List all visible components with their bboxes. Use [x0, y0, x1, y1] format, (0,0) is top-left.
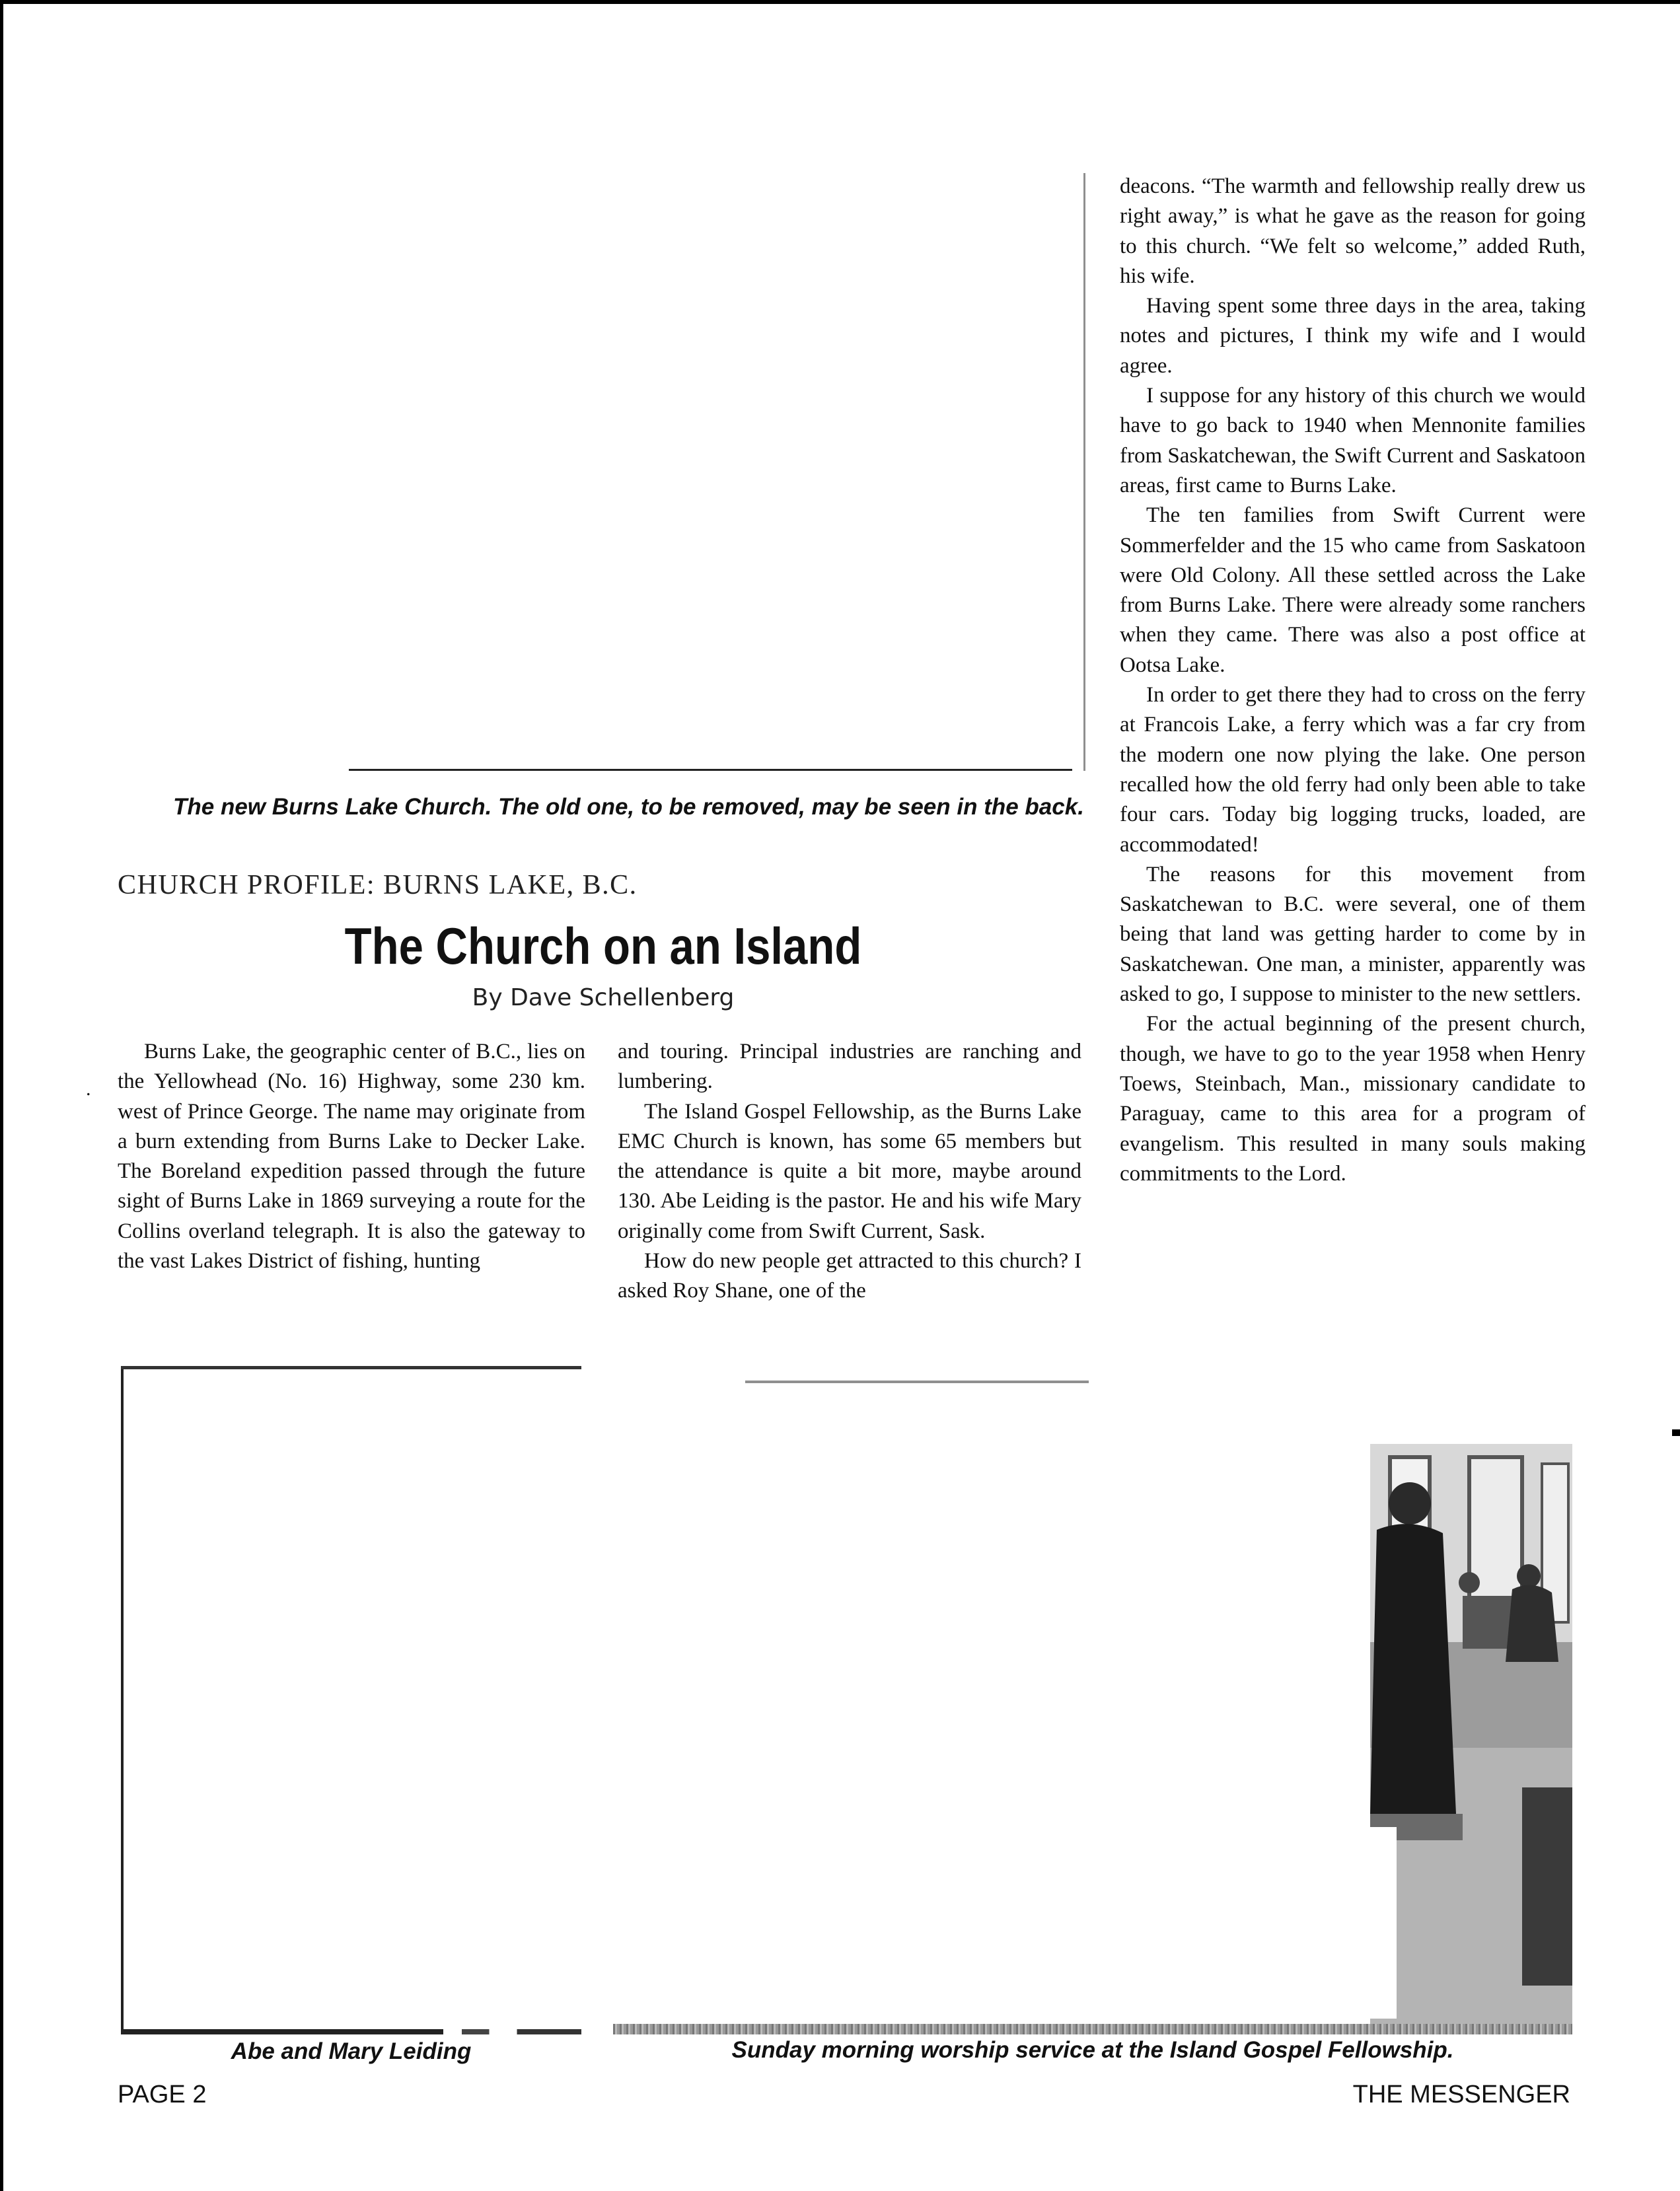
leidings-photo-caption: Abe and Mary Leiding: [231, 2038, 472, 2064]
publication-name: THE MESSENGER: [1352, 2081, 1570, 2108]
paragraph: The ten families from Swift Current were Sommerfelder and the 15 who came from Saskatoon were Old Colony. All these settled across the Lake from Burns Lake. There were already some ranchers when they came. There was also a post office at Ootsa Lake.: [1120, 503, 1586, 677]
church-photo-caption: The new Burns Lake Church. The old one, to be removed, may be seen in the back.: [173, 794, 1084, 820]
photo-edge: [349, 769, 1072, 771]
church-photo: [111, 173, 1085, 771]
worship-scene-image: [1370, 1444, 1572, 2024]
article-kicker: CHURCH PROFILE: BURNS LAKE, B.C.: [118, 870, 638, 900]
paragraph: The reasons for this movement from Saskatchewan to B.C. were several, one of them being that land was getting harder to come by in Saskatchewan. One man, a minister, apparently was asked to go, I suppose to minister to the new settlers.: [1120, 862, 1586, 1007]
photo-edge: [121, 1366, 581, 1369]
photo-edge: [745, 1381, 1089, 1383]
article-column-3: [1120, 172, 1586, 1189]
photo-edge: [1083, 173, 1085, 771]
scan-speck: .: [86, 1078, 91, 1100]
worship-photo: [613, 1374, 1572, 2034]
paragraph: and touring. Principal industries are ranching and lumbering.: [618, 1040, 1081, 1094]
article-column-2: [618, 1037, 1081, 1307]
paragraph: How do new people get attracted to this church? I asked Roy Shane, one of the: [618, 1249, 1081, 1303]
paragraph: The Island Gospel Fellowship, as the Burns Lake EMC Church is known, has some 65 members but the attendance is quite a bit more, maybe around 130. Abe Leiding is the pastor. He and his wife Mary originally come from Swift Current, Sask.: [618, 1099, 1081, 1243]
paragraph: For the actual beginning of the present church, though, we have to go to the year 1958 when Henry Toews, Steinbach, Man., missionary candidate to Paraguay, came to this area for a program of evangelism. This resulted in many souls making commitments to the Lord.: [1120, 1012, 1586, 1186]
photo-edge: [121, 2029, 581, 2034]
scan-mark: [1672, 1429, 1680, 1436]
page-number: PAGE 2: [118, 2081, 207, 2108]
paragraph: deacons. “The warmth and fellowship really drew us right away,” is what he gave as the reason for going to this church. “We felt so welcome,” added Ruth, his wife.: [1120, 174, 1586, 288]
photo-edge: [613, 2024, 1572, 2034]
photo-mask: [1370, 1827, 1397, 2019]
photo-edge: [121, 1366, 124, 2034]
scan-border-top: [0, 0, 1680, 4]
paragraph: Having spent some three days in the area, taking notes and pictures, I think my wife and I would agree.: [1120, 294, 1586, 378]
article-title: The Church on an Island: [344, 917, 862, 975]
article-byline: By Dave Schellenberg: [472, 984, 735, 1011]
paragraph: In order to get there they had to cross on the ferry at Francois Lake, a ferry which was a far cry from the modern one now plying the lake. One person recalled how the old ferry had only been able to take four cars. Today big logging trucks, loaded, are accommodated!: [1120, 683, 1586, 857]
paragraph: Burns Lake, the geographic center of B.C., lies on the Yellowhead (No. 16) Highway, some 230 km. west of Prince George. The name may originate from a burn extending from Burns Lake to Decker Lake. The Boreland expedition passed through the future sight of Burns Lake in 1869 surveying a route for the Collins overland telegraph. It is also the gateway to the vast Lakes District of fishing, hunting: [118, 1040, 585, 1274]
scan-border-left: [0, 0, 3, 2191]
article-column-1: [118, 1037, 585, 1276]
leidings-photo: [121, 1366, 581, 2034]
paragraph: I suppose for any history of this church we would have to go back to 1940 when Mennonite families from Saskatchewan, the Swift Current and Saskatoon areas, first came to Burns Lake.: [1120, 384, 1586, 497]
worship-photo-caption: Sunday morning worship service at the Island Gospel Fellowship.: [731, 2037, 1454, 2063]
